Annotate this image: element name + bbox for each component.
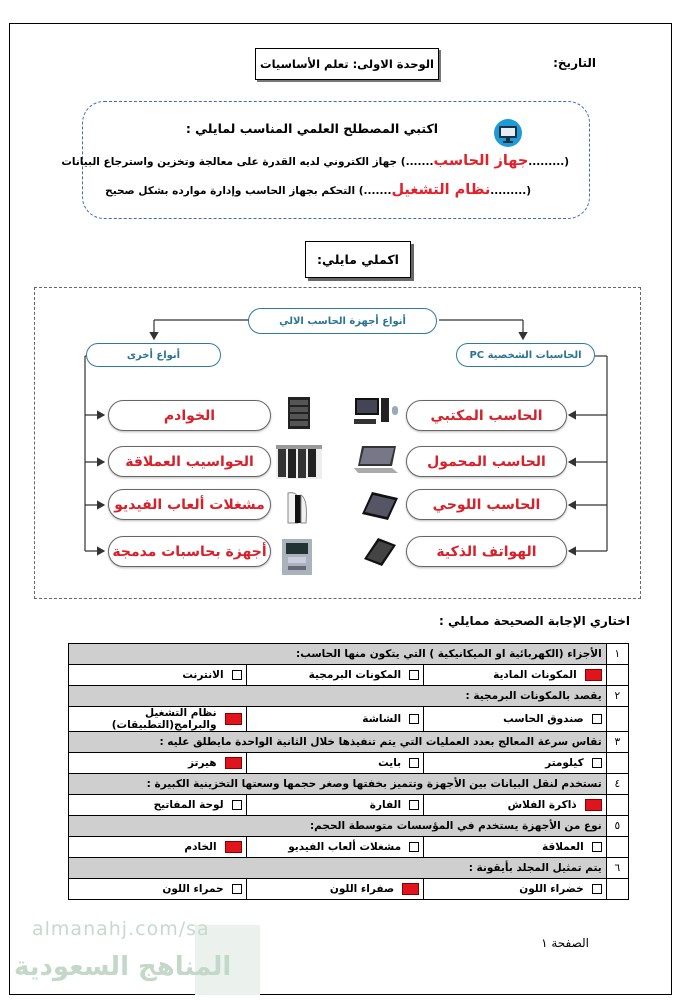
term-answer-2: نظام التشغيل bbox=[391, 182, 491, 198]
page-number: الصفحة ١ bbox=[541, 936, 589, 950]
option-cell[interactable] bbox=[246, 837, 424, 858]
options-row bbox=[69, 665, 629, 686]
checkbox[interactable] bbox=[232, 884, 242, 894]
options-row-spacer bbox=[606, 837, 628, 858]
monitor-icon bbox=[491, 118, 526, 148]
option-cell[interactable] bbox=[424, 665, 607, 686]
option-label: نظام التشغيل والبرامج(التطبيقات) bbox=[111, 707, 217, 731]
checked-checkbox[interactable] bbox=[225, 757, 242, 769]
desktop-computer-icon bbox=[352, 396, 400, 428]
question-number: ١ bbox=[606, 644, 628, 665]
question-number: ٣ bbox=[606, 732, 628, 753]
question-row bbox=[69, 644, 629, 665]
question-number: ٦ bbox=[606, 858, 628, 879]
options-row-spacer bbox=[606, 665, 628, 686]
question-text: نوع من الأجهزة يستخدم في المؤسسات متوسطة الحجم: bbox=[69, 816, 607, 837]
checkbox[interactable] bbox=[592, 842, 602, 852]
atm-icon bbox=[280, 538, 314, 576]
options-row bbox=[69, 707, 629, 732]
unit-title: الوحدة الاولى: تعلم الأساسيات bbox=[255, 48, 439, 80]
option-label: خضراء اللون bbox=[519, 883, 584, 895]
checkbox[interactable] bbox=[409, 670, 419, 680]
option-label: صفراء اللون bbox=[329, 883, 395, 895]
answer-embedded-devices: أجهزة بحاسبات مدمجة bbox=[108, 536, 271, 567]
options-row bbox=[69, 879, 629, 900]
mcq-table bbox=[68, 643, 629, 900]
options-row bbox=[69, 753, 629, 774]
checked-checkbox[interactable] bbox=[225, 713, 242, 725]
supercomputer-icon bbox=[276, 445, 322, 479]
option-cell[interactable] bbox=[246, 665, 424, 686]
terms-title: اكتبي المصطلح العلمي المناسب لمايلي : bbox=[185, 121, 438, 136]
options-row-spacer bbox=[606, 707, 628, 732]
option-label: الخادم bbox=[184, 841, 217, 853]
term-answer-1: جهاز الحاسب bbox=[433, 153, 529, 169]
tablet-icon bbox=[360, 490, 400, 522]
option-cell[interactable] bbox=[69, 795, 247, 816]
date-label: التاريخ: bbox=[553, 56, 596, 70]
option-cell[interactable] bbox=[424, 707, 607, 732]
branch-other-types: أنواع أخرى bbox=[86, 343, 221, 367]
option-cell[interactable] bbox=[246, 795, 424, 816]
option-cell[interactable] bbox=[69, 837, 247, 858]
checkbox[interactable] bbox=[409, 714, 419, 724]
option-label: الفارة bbox=[369, 799, 402, 811]
option-cell[interactable] bbox=[246, 879, 424, 900]
checkbox[interactable] bbox=[409, 758, 419, 768]
option-label: ذاكرة الفلاش bbox=[507, 799, 577, 811]
checked-checkbox[interactable] bbox=[402, 883, 419, 895]
checkbox[interactable] bbox=[409, 800, 419, 810]
checkbox[interactable] bbox=[232, 800, 242, 810]
option-cell[interactable] bbox=[69, 707, 247, 732]
checked-checkbox[interactable] bbox=[585, 799, 602, 811]
choose-title: اختاري الإجابة الصحيحة ممايلي : bbox=[438, 614, 630, 628]
server-icon bbox=[286, 396, 312, 430]
checked-checkbox[interactable] bbox=[585, 669, 602, 681]
option-label: حمراء اللون bbox=[162, 883, 224, 895]
answer-tablet: الحاسب اللوحي bbox=[406, 489, 567, 520]
option-label: هيرتز bbox=[187, 757, 217, 769]
question-row bbox=[69, 858, 629, 879]
option-cell[interactable] bbox=[69, 879, 247, 900]
option-label: لوحة المفاتيح bbox=[153, 799, 224, 811]
question-row bbox=[69, 732, 629, 753]
options-row-spacer bbox=[606, 795, 628, 816]
options-row-spacer bbox=[606, 753, 628, 774]
watermark-url: almanahj.com/sa bbox=[32, 918, 210, 940]
question-number: ٤ bbox=[606, 774, 628, 795]
question-row bbox=[69, 816, 629, 837]
question-row bbox=[69, 686, 629, 707]
option-cell[interactable] bbox=[69, 753, 247, 774]
checkbox[interactable] bbox=[592, 714, 602, 724]
option-cell[interactable] bbox=[424, 837, 607, 858]
option-label: الشاشة bbox=[362, 713, 402, 725]
option-label: المكونات البرمجية bbox=[308, 669, 402, 681]
answer-servers: الخوادم bbox=[108, 400, 271, 431]
checkbox[interactable] bbox=[592, 884, 602, 894]
question-text: تستخدم لنقل البيانات بين الأجهزة وتتميز بخفتها وصغر حجمها وسعتها التخزينية الكبيرة : bbox=[69, 774, 607, 795]
branch-personal-computers: الحاسبات الشخصية PC bbox=[456, 343, 595, 367]
checkbox[interactable] bbox=[409, 842, 419, 852]
option-cell[interactable] bbox=[424, 795, 607, 816]
complete-title: اكملي مايلي: bbox=[305, 241, 411, 278]
question-text: تقاس سرعة المعالج بعدد العمليات التي يتم تنفيذها خلال الثانية الواحدة مايطلق عليه : bbox=[69, 732, 607, 753]
question-text: يتم تمثيل المجلد بأيقونة : bbox=[69, 858, 607, 879]
option-label: العملاقة bbox=[541, 841, 584, 853]
option-label: صندوق الحاسب bbox=[503, 713, 584, 725]
game-console-icon bbox=[282, 491, 312, 527]
answer-game-consoles: مشغلات ألعاب الفيديو bbox=[108, 489, 271, 520]
options-row-spacer bbox=[606, 879, 628, 900]
option-cell[interactable] bbox=[246, 707, 424, 732]
term-question-1: (.........جهاز الحاسب.......) جهاز الكتروني لديه القدرة على معالجة وتخزين واسترجاع البيانات bbox=[61, 153, 569, 169]
option-cell[interactable] bbox=[69, 665, 247, 686]
diagram-root: أنواع أجهزة الحاسب الالي bbox=[248, 308, 437, 334]
option-label: الانترنت bbox=[182, 669, 224, 681]
option-label: بايت bbox=[378, 757, 402, 769]
option-cell[interactable] bbox=[246, 753, 424, 774]
options-row bbox=[69, 837, 629, 858]
option-label: المكونات المادية bbox=[493, 669, 577, 681]
options-row bbox=[69, 795, 629, 816]
answer-smartphone: الهواتف الذكية bbox=[406, 536, 567, 567]
question-text: يقصد بالمكونات البرمجية : bbox=[69, 686, 607, 707]
question-number: ٢ bbox=[606, 686, 628, 707]
checked-checkbox[interactable] bbox=[225, 841, 242, 853]
watermark-name: المناهج السعودية bbox=[14, 952, 232, 982]
checkbox[interactable] bbox=[232, 670, 242, 680]
option-label: مشغلات ألعاب الفيديو bbox=[288, 841, 402, 853]
option-cell[interactable] bbox=[424, 753, 607, 774]
question-text: الأجزاء (الكهربائية او الميكانيكية ) التي يتكون منها الحاسب: bbox=[69, 644, 607, 665]
question-number: ٥ bbox=[606, 816, 628, 837]
answer-supercomputers: الحواسيب العملاقة bbox=[108, 446, 271, 477]
smartphone-icon bbox=[360, 536, 400, 568]
option-cell[interactable] bbox=[424, 879, 607, 900]
checkbox[interactable] bbox=[592, 758, 602, 768]
term-question-2: (.........نظام التشغيل.......) التحكم بجهاز الحاسب وإدارة موارده بشكل صحيح bbox=[105, 182, 531, 198]
question-row bbox=[69, 774, 629, 795]
laptop-icon bbox=[352, 444, 400, 476]
answer-laptop: الحاسب المحمول bbox=[406, 446, 567, 477]
answer-desktop: الحاسب المكتبي bbox=[406, 400, 567, 431]
option-label: كيلومتر bbox=[545, 757, 584, 769]
